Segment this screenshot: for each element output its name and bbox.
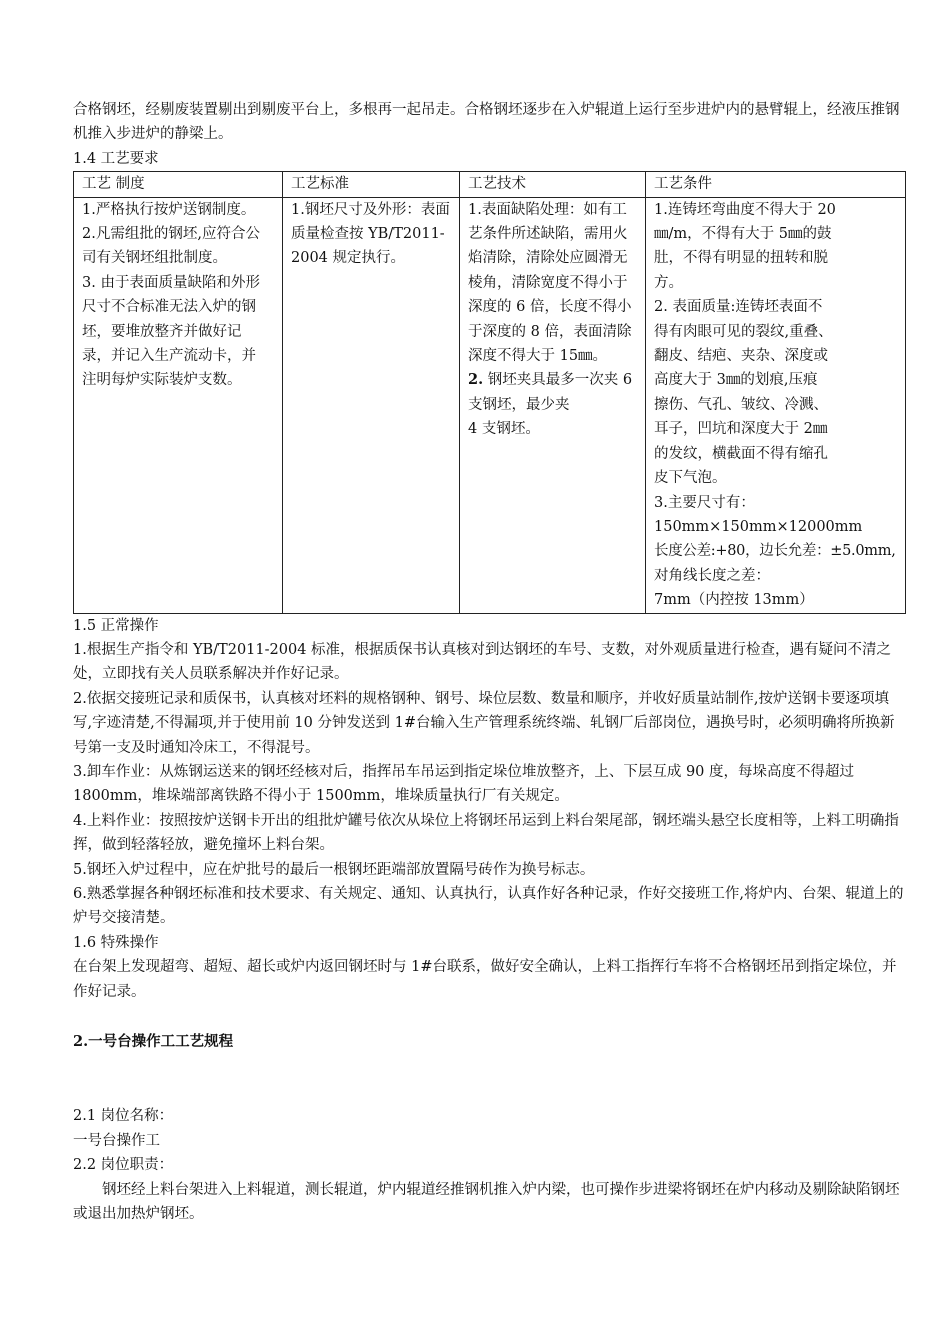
condition-line: 3.主要尺寸有： <box>654 494 755 511</box>
condition-line: 7mm（内控按 13mm） <box>654 592 814 609</box>
condition-line: 得有肉眼可见的裂纹,重叠、 <box>654 323 833 340</box>
process-standard-text: 1.钢坯尺寸及外形：表面质量检查按 YB/T2011-2004 规定执行。 <box>291 201 450 267</box>
condition-line: ㎜/m，不得有大于 5㎜的鼓 <box>654 226 832 243</box>
special-operation-text: 在台架上发现超弯、超短、超长或炉内返回钢坯时与 1#台联系，做好安全确认，上料工指挥行车将不合格钢坯吊到指定垛位，并作好记录。 <box>73 959 897 1000</box>
cell-process-technique <box>460 197 646 613</box>
section-2-1-heading: 2.1 岗位名称： <box>73 1108 174 1125</box>
cell-process-system <box>74 197 283 613</box>
condition-line: 翻皮、结疤、夹杂、深度或 <box>654 348 828 365</box>
normal-operation-item: 6.熟悉掌握各种钢坯标准和技术要求、有关规定、通知、认真执行，认真作好各种记录，作好交接班工作,将炉内、台架、辊道上的炉号交接清楚。 <box>73 886 904 927</box>
section-1-6-heading: 1.6 特殊操作 <box>73 934 159 951</box>
condition-line: 的发纹，横截面不得有缩孔 <box>654 445 828 462</box>
normal-operation-item: 2.依据交接班记录和质保书，认真核对坯料的规格钢种、钢号、垛位层数、数量和顺序，并收好质量站制作,按炉送钢卡要逐项填写,字迹清楚,不得漏项,并于使用前 10 分钟发送到 1#台输入生产管理系统终端、轧钢厂后部岗位，遇换号时，必须明确将所换新号第一支及时通知冷床工，不得混号。 <box>73 690 895 756</box>
condition-line: 耳子，凹坑和深度大于 2㎜ <box>654 421 828 438</box>
spacer <box>73 1054 908 1104</box>
condition-line: 皮下气泡。 <box>654 470 727 487</box>
condition-line: 长度公差:+80，边长允差：±5.0mm, <box>654 543 896 560</box>
spacer <box>73 1004 908 1030</box>
header-process-technique: 工艺技术 <box>460 172 646 197</box>
process-system-text: 1.严格执行按炉送钢制度。 2.凡需组批的钢坯,应符合公司有关钢坯组批制度。 3. 由于表面质量缺陷和外形尺寸不合标准无法入炉的钢坯，要堆放整齐并做好记录，并记入生产流动卡，并注明每炉实际装炉支数。 <box>82 201 260 389</box>
header-process-standard: 工艺标准 <box>283 172 460 197</box>
section-1-4-heading: 1.4 工艺要求 <box>73 150 159 167</box>
normal-operation-item: 3.卸车作业：从炼钢运送来的钢坯经核对后，指挥吊车吊运到指定垛位堆放整齐，上、下层互成 90 度，每垛高度不得超过 1800mm，堆垛端部离铁路不得小于 1500mm，堆垛质量执行厂有关规定。 <box>73 763 854 805</box>
header-process-conditions: 工艺条件 <box>646 172 906 197</box>
document-page <box>73 98 908 1226</box>
table-row <box>74 197 906 613</box>
technique-item-2-number: 2. <box>468 371 484 389</box>
process-requirements-table <box>73 171 906 613</box>
technique-item-1: 1.表面缺陷处理：如有工艺条件所述缺陷，需用火焰清除，清除处应圆滑无棱角，清除宽度不得小于深度的 6 倍，长度不得小于深度的 8 倍，表面清除深度不得大于 15㎜。 <box>468 201 632 365</box>
condition-line: 150mm×150mm×12000mm <box>654 518 863 535</box>
condition-line: 2. 表面质量:连铸坯表面不 <box>654 299 823 316</box>
section-1-5-heading: 1.5 正常操作 <box>73 617 159 634</box>
normal-operation-item: 4.上料作业：按照按炉送钢卡开出的组批炉罐号依次从垛位上将钢坯吊运到上料台架尾部，钢坯端头悬空长度相等，上料工明确指挥，做到轻落轻放，避免撞坏上料台架。 <box>73 812 899 854</box>
cell-process-standard <box>283 197 460 613</box>
intro-paragraph: 合格钢坯，经剔废装置剔出到剔废平台上，多根再一起吊走。合格钢坯逐步在入炉辊道上运行至步进炉内的悬臂辊上，经液压推钢机推入步进炉的静梁上。 <box>73 102 900 143</box>
condition-line: 对角线长度之差： <box>654 567 770 584</box>
condition-line: 肚，不得有明显的扭转和脱 <box>654 250 828 267</box>
section-2-2-heading: 2.2 岗位职责： <box>73 1157 174 1174</box>
condition-line: 1.连铸坯弯曲度不得大于 20 <box>654 201 836 218</box>
normal-operation-item: 1.根据生产指令和 YB/T2011-2004 标准，根据质保书认真核对到达钢坯的车号、支数，对外观质量进行检查，遇有疑问不清之处，立即找有关人员联系解决并作好记录。 <box>73 641 892 683</box>
condition-line: 方。 <box>654 274 683 291</box>
header-process-system: 工艺 制度 <box>74 172 283 197</box>
position-name: 一号台操作工 <box>73 1132 160 1149</box>
technique-item-2: 钢坯夹具最多一次夹 6 支钢坯，最少夹 <box>468 372 633 413</box>
condition-line: 高度大于 3㎜的划痕,压痕 <box>654 372 818 389</box>
table-header-row <box>74 172 906 197</box>
cell-process-conditions <box>646 197 906 613</box>
position-duties-text: 钢坯经上料台架进入上料辊道，测长辊道，炉内辊道经推钢机推入炉内梁，也可操作步进梁将钢坯在炉内移动及剔除缺陷钢坯或退出加热炉钢坯。 <box>73 1181 900 1223</box>
normal-operation-item: 5.钢坯入炉过程中，应在炉批号的最后一根钢坯距端部放置隔号砖作为换号标志。 <box>73 861 595 878</box>
technique-item-2-cont: 4 支钢坯。 <box>468 421 540 438</box>
section-2-heading: 2.一号台操作工工艺规程 <box>73 1033 234 1051</box>
condition-line: 擦伤、气孔、皱纹、冷溅、 <box>654 396 828 413</box>
